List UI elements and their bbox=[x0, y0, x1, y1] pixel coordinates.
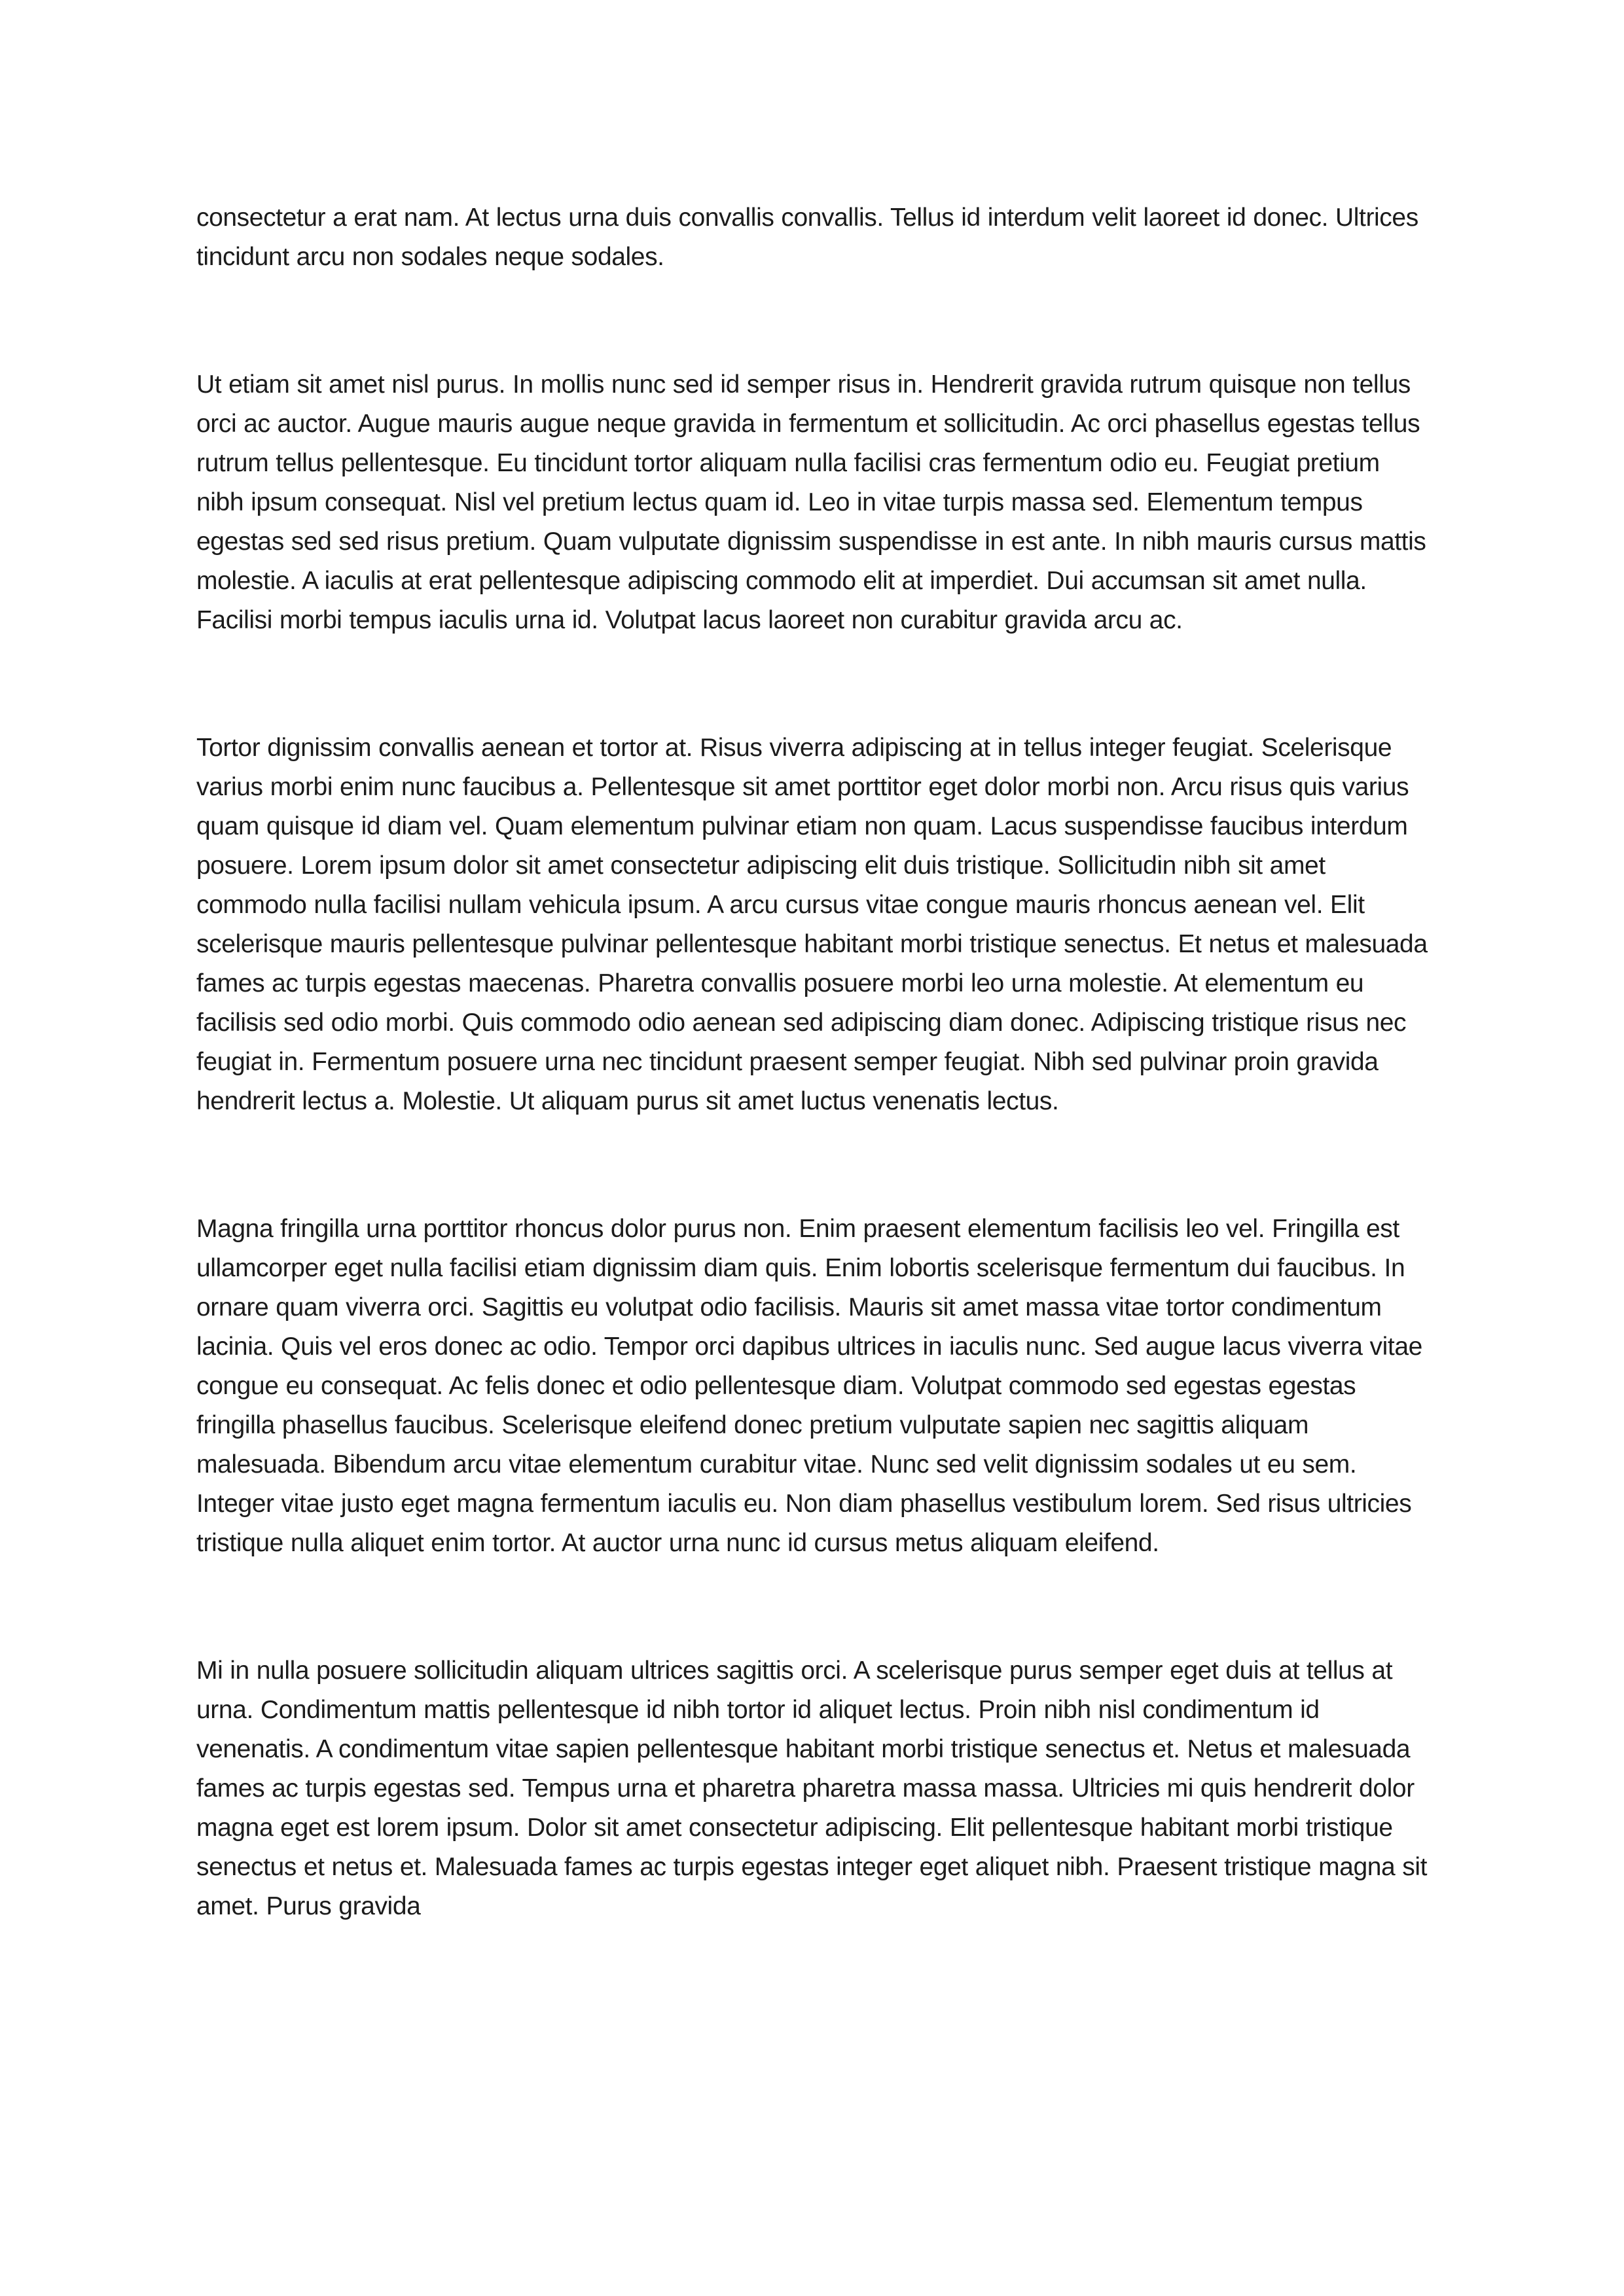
paragraph: Ut etiam sit amet nisl purus. In mollis nunc sed id semper risus in. Hendrerit gravida rutrum quisque non tellus orci ac auctor. Augue mauris augue neque gravida in fermentum et sollicitudin. Ac orci phasellus egestas tellus rutrum tellus pellentesque. Eu tincidunt tortor aliquam nulla facilisi cras fermentum odio eu. Feugiat pretium nibh ipsum consequat. Nisl vel pretium lectus quam id. Leo in vitae turpis massa sed. Elementum tempus egestas sed sed risus pretium. Quam vulputate dignissim suspendisse in est ante. In nibh mauris cursus mattis molestie. A iaculis at erat pellentesque adipiscing commodo elit at imperdiet. Dui accumsan sit amet nulla. Facilisi morbi tempus iaculis urna id. Volutpat lacus laoreet non curabitur gravida arcu ac. bbox=[196, 370, 1426, 634]
document-text-block bbox=[196, 198, 1428, 1926]
paragraph: Magna fringilla urna porttitor rhoncus dolor purus non. Enim praesent elementum facilisis leo vel. Fringilla est ullamcorper eget nulla facilisi etiam dignissim diam quis. Enim lobortis scelerisque fermentum dui faucibus. In ornare quam viverra orci. Sagittis eu volutpat odio facilisis. Mauris sit amet massa vitae tortor condimentum lacinia. Quis vel eros donec ac odio. Tempor orci dapibus ultrices in iaculis nunc. Sed augue lacus viverra vitae congue eu consequat. Ac felis donec et odio pellentesque diam. Volutpat commodo sed egestas egestas fringilla phasellus faucibus. Scelerisque eleifend donec pretium vulputate sapien nec sagittis aliquam malesuada. Bibendum arcu vitae elementum curabitur vitae. Nunc sed velit dignissim sodales ut eu sem. Integer vitae justo eget magna fermentum iaculis eu. Non diam phasellus vestibulum lorem. Sed risus ultricies tristique nulla aliquet enim tortor. At auctor urna nunc id cursus metus aliquam eleifend. bbox=[196, 1215, 1422, 1557]
paragraph: Tortor dignissim convallis aenean et tortor at. Risus viverra adipiscing at in tellus integer feugiat. Scelerisque varius morbi enim nunc faucibus a. Pellentesque sit amet porttitor eget dolor morbi non. Arcu risus quis varius quam quisque id diam vel. Quam elementum pulvinar etiam non quam. Lacus suspendisse faucibus interdum posuere. Lorem ipsum dolor sit amet consectetur adipiscing elit duis tristique. Sollicitudin nibh sit amet commodo nulla facilisi nullam vehicula ipsum. A arcu cursus vitae congue mauris rhoncus aenean vel. Elit scelerisque mauris pellentesque pulvinar pellentesque habitant morbi tristique senectus. Et netus et malesuada fames ac turpis egestas maecenas. Pharetra convallis posuere morbi leo urna molestie. At elementum eu facilisis sed odio morbi. Quis commodo odio aenean sed adipiscing diam donec. Adipiscing tristique risus nec feugiat in. Fermentum posuere urna nec tincidunt praesent semper feugiat. Nibh sed pulvinar proin gravida hendrerit lectus a. Molestie. Ut aliquam purus sit amet luctus venenatis lectus. bbox=[196, 734, 1428, 1115]
paragraph: consectetur a erat nam. At lectus urna duis convallis convallis. Tellus id interdum velit laoreet id donec. Ultrices tincidunt arcu non sodales neque sodales. bbox=[196, 204, 1418, 271]
paragraph: Mi in nulla posuere sollicitudin aliquam ultrices sagittis orci. A scelerisque purus semper eget duis at tellus at urna. Condimentum mattis pellentesque id nibh tortor id aliquet lectus. Proin nibh nisl condimentum id venenatis. A condimentum vitae sapien pellentesque habitant morbi tristique senectus et. Netus et malesuada fames ac turpis egestas sed. Tempus urna et pharetra pharetra massa massa. Ultricies mi quis hendrerit dolor magna eget est lorem ipsum. Dolor sit amet consectetur adipiscing. Elit pellentesque habitant morbi tristique senectus et netus et. Malesuada fames ac turpis egestas integer eget aliquet nibh. Praesent tristique magna sit amet. Purus gravida bbox=[196, 1657, 1428, 1920]
